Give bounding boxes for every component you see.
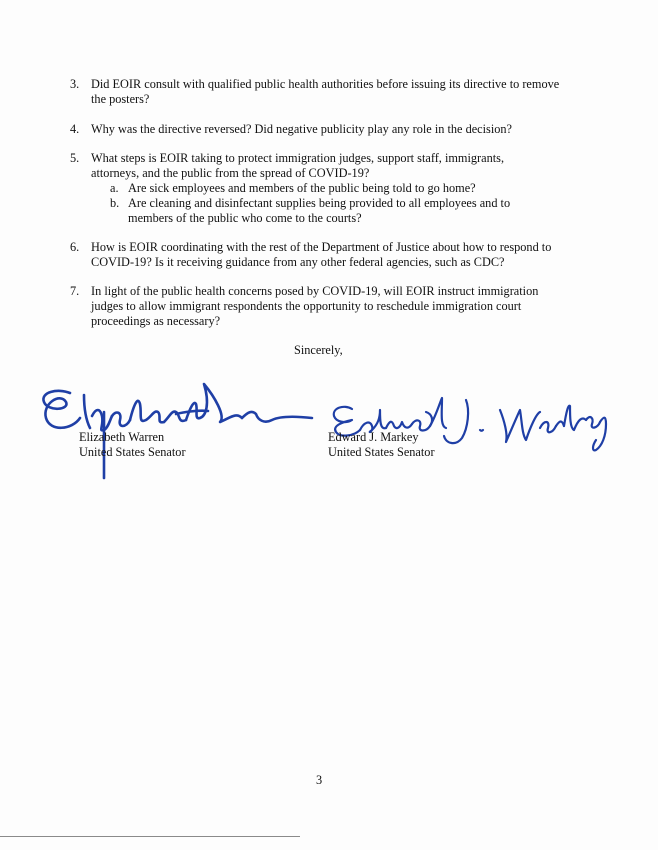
question-text: Why was the directive reversed? Did negative publicity play any role in the decision? — [91, 122, 513, 136]
subquestion-text: Are cleaning and disinfectant supplies being provided to all employees and to members of the public who come to the courts? — [128, 196, 511, 225]
subquestion-letter: a. — [110, 181, 119, 195]
signatory-title: United States Senator — [79, 445, 186, 459]
question-number: 5. — [70, 151, 80, 165]
signatory-name: Edward J. Markey — [328, 430, 419, 444]
question-number: 3. — [70, 77, 80, 91]
signatory-name: Elizabeth Warren — [79, 430, 165, 444]
question-number: 4. — [70, 122, 80, 136]
signatory-title: United States Senator — [328, 445, 435, 459]
question-text: How is EOIR coordinating with the rest of the Department of Justice about how to respond to COVID-19? Is it receiving guidance from any other federal agencies, such as CDC? — [91, 240, 552, 269]
question-number: 7. — [70, 284, 80, 298]
closing: Sincerely, — [294, 343, 343, 357]
question-text: In light of the public health concerns posed by COVID-19, will EOIR instruct immigration judges to allow immigrant respondents the opportunity to reschedule immigration court proceedings as necessary? — [91, 284, 539, 328]
question-text: What steps is EOIR taking to protect immigration judges, support staff, immigrants, attorneys, and the public from the spread of COVID-19? — [91, 151, 505, 180]
scan-edge-line — [0, 836, 300, 837]
question-text: Did EOIR consult with qualified public health authorities before issuing its directive to remove the posters? — [91, 77, 560, 106]
question-number: 6. — [70, 240, 80, 254]
page-number: 3 — [316, 773, 323, 787]
subquestion-text: Are sick employees and members of the public being told to go home? — [128, 181, 476, 195]
subquestion-letter: b. — [110, 196, 120, 210]
